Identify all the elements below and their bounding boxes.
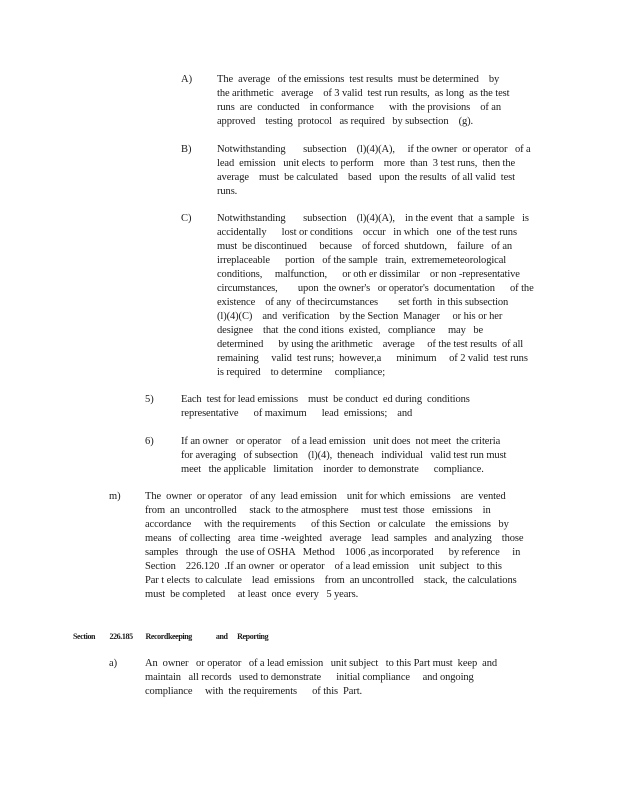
text-line: designee that the cond itions existed, compliance may be [217, 325, 484, 336]
text-line: maintain all records used to demonstrate initial compliance and ongoing [145, 672, 474, 683]
paragraph-body [217, 212, 534, 380]
paragraph-body [145, 490, 523, 602]
text-line: If an owner or operator of a lead emission unit does not meet the criteria [181, 436, 501, 447]
text-line: The owner or operator of any lead emission unit for which emissions are vented [145, 491, 506, 502]
paragraph-label: a) [109, 658, 118, 669]
text-line: Notwithstanding subsection (l)(4)(A), if the owner or operator of a [217, 144, 531, 155]
text-line: from an uncontrolled stack to the atmosphere must test those emissions in [145, 505, 491, 516]
text-line: existence of any of thecircumstances set forth in this subsection [217, 297, 509, 308]
text-line: must be discontinued because of forced shutdown, failure of an [217, 241, 513, 252]
text-line: irreplaceable portion of the sample train, extrememeteorological [217, 255, 507, 266]
text-line: average must be calculated based upon the results of all valid test [217, 172, 515, 183]
paragraph-label: 5) [145, 394, 154, 405]
text-line: runs. [217, 186, 238, 197]
text-line: accidentally lost or conditions occur in which one of the test runs [217, 227, 517, 238]
text-line: conditions, malfunction, or oth er dissimilar or non -representative [217, 269, 520, 280]
text-line: Each test for lead emissions must be conduct ed during conditions [181, 394, 470, 405]
text-line: means of collecting area time -weighted average lead samples and analyzing those [145, 533, 524, 544]
text-line: the arithmetic average of 3 valid test run results, as long as the test [217, 88, 510, 99]
paragraph-body [145, 657, 497, 699]
text-line: for averaging of subsection (l)(4), theneach individual valid test run must [181, 450, 507, 461]
paragraph-body [181, 393, 470, 421]
text-line: Section 226.120 .If an owner or operator of a lead emission unit subject to this [145, 561, 502, 572]
text-line: compliance with the requirements of this Part. [145, 686, 363, 697]
text-line: representative of maximum lead emissions; and [181, 408, 413, 419]
text-line: must be completed at least once every 5 years. [145, 589, 359, 600]
text-line: The average of the emissions test results must be determined by [217, 74, 500, 85]
section-heading: Section 226.185 Recordkeeping and Reporting [73, 632, 269, 641]
paragraph-label: B) [181, 144, 192, 155]
text-line: is required to determine compliance; [217, 367, 386, 378]
paragraph-body [217, 143, 531, 199]
text-line: (l)(4)(C) and verification by the Section Manager or his or her [217, 311, 503, 322]
text-line: samples through the use of OSHA Method 1006 ,as incorporated by reference in [145, 547, 521, 558]
paragraph-label: 6) [145, 436, 154, 447]
text-line: An owner or operator of a lead emission unit subject to this Part must keep and [145, 658, 498, 669]
text-line: approved testing protocol as required by subsection (g). [217, 116, 474, 127]
text-line: Notwithstanding subsection (l)(4)(A), in the event that a sample is [217, 213, 529, 224]
text-line: runs are conducted in conformance with the provisions of an [217, 102, 501, 113]
paragraph-label: C) [181, 213, 192, 224]
text-line: circumstances, upon the owner's or operator's documentation of the [217, 283, 534, 294]
text-line: Par t elects to calculate lead emissions from an uncontrolled stack, the calculations [145, 575, 517, 586]
paragraph-label: A) [181, 74, 193, 85]
text-line: meet the applicable limitation inorder to demonstrate compliance. [181, 464, 484, 475]
paragraph-label: m) [109, 491, 121, 502]
paragraph-body [181, 435, 506, 477]
text-line: accordance with the requirements of this Section or calculate the emissions by [145, 519, 509, 530]
text-line: determined by using the arithmetic average of the test results of all [217, 339, 524, 350]
paragraph-body [217, 73, 509, 129]
text-line: lead emission unit elects to perform more than 3 test runs, then the [217, 158, 516, 169]
text-line: remaining valid test runs; however,a minimum of 2 valid test runs [217, 353, 528, 364]
